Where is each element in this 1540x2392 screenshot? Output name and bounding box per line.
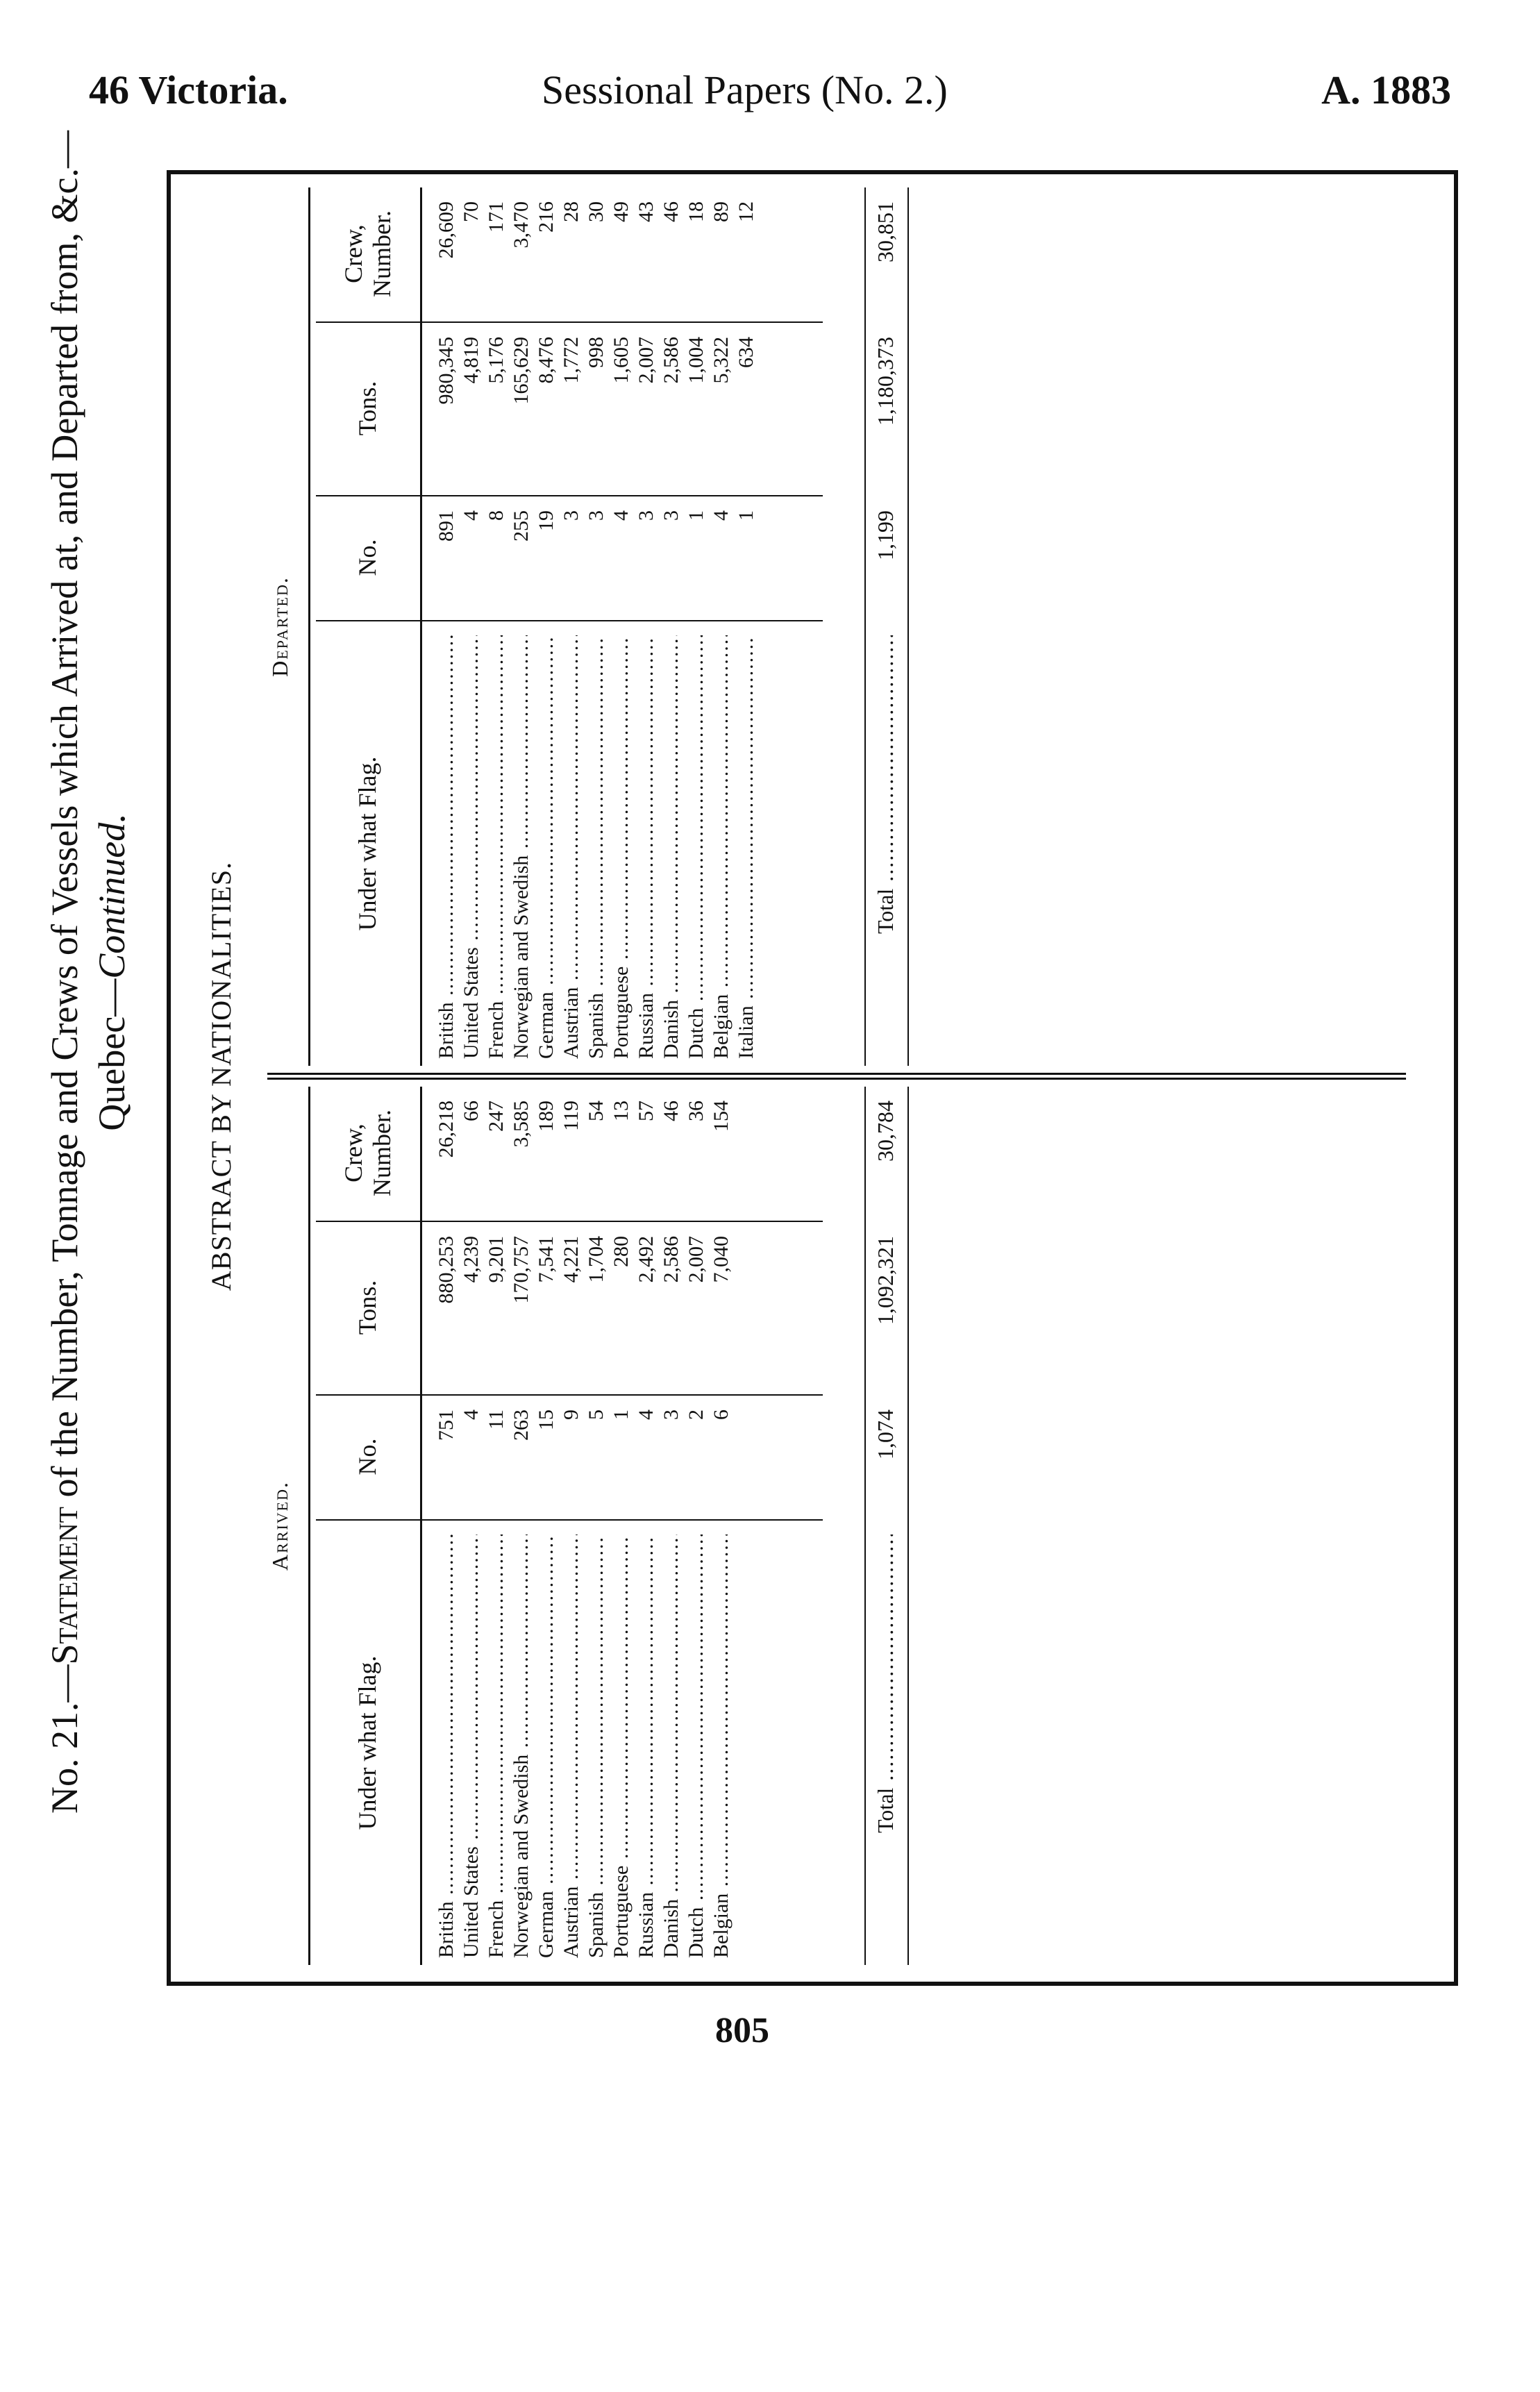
table-row <box>659 1087 684 1965</box>
row-no: 3 <box>660 1410 683 1420</box>
row-crew: 46 <box>660 1101 683 1121</box>
row-flag: Norwegian and Swedish ..... <box>509 635 534 1059</box>
departed-rows <box>434 187 759 1066</box>
running-head-left: 46 Victoria. <box>89 67 288 112</box>
departed-total-row <box>864 187 909 1066</box>
row-flag: Dutch ..... <box>684 1534 709 1958</box>
row-tons: 998 <box>585 337 608 368</box>
table-row <box>734 187 759 1066</box>
table-row <box>584 187 609 1066</box>
row-tons: 634 <box>735 337 758 368</box>
table-row <box>684 1087 709 1965</box>
row-flag: British ..... <box>434 635 459 1059</box>
row-flag: Portuguese ..... <box>609 1534 634 1958</box>
row-crew: 171 <box>485 201 508 233</box>
row-no: 3 <box>560 510 583 521</box>
row-crew: 119 <box>560 1101 583 1131</box>
row-crew: 3,470 <box>510 201 533 249</box>
row-crew: 30 <box>585 201 608 222</box>
row-tons: 170,757 <box>510 1236 533 1304</box>
total-label: Total ..... <box>866 635 905 934</box>
row-flag: Portuguese ..... <box>609 635 634 1059</box>
departed-heading: Departed. <box>267 187 310 1066</box>
row-flag: German ..... <box>534 1534 559 1958</box>
row-tons: 7,541 <box>535 1236 558 1283</box>
row-no: 19 <box>535 510 558 531</box>
running-head-center: Sessional Papers (No. 2.) <box>542 67 948 112</box>
row-tons: 2,586 <box>660 337 683 384</box>
row-no: 11 <box>485 1410 508 1430</box>
total-crew: 30,784 <box>873 1101 898 1162</box>
abstract-table <box>191 187 1441 1965</box>
arrived-total-row <box>864 1087 909 1965</box>
row-tons: 8,476 <box>535 337 558 384</box>
row-no: 4 <box>710 510 733 521</box>
row-crew: 43 <box>635 201 658 222</box>
table-row <box>484 187 509 1066</box>
row-no: 4 <box>610 510 633 521</box>
row-flag: Belgian ..... <box>709 1534 734 1958</box>
row-no: 4 <box>460 1410 483 1420</box>
table-row <box>709 187 734 1066</box>
row-flag: Norwegian and Swedish ..... <box>509 1534 534 1958</box>
row-tons: 1,004 <box>685 337 708 384</box>
departed-section <box>267 187 1406 1066</box>
title-place: Quebec— <box>90 978 133 1131</box>
row-crew: 154 <box>710 1101 733 1132</box>
row-flag: German ..... <box>534 635 559 1059</box>
arrived-section <box>267 1087 1406 1965</box>
row-tons: 9,201 <box>485 1236 508 1283</box>
row-no: 3 <box>660 510 683 521</box>
row-tons: 2,007 <box>635 337 658 384</box>
row-flag: Spanish ..... <box>584 635 609 1059</box>
row-flag: British ..... <box>434 1534 459 1958</box>
table-row <box>684 187 709 1066</box>
row-flag: Danish ..... <box>659 1534 684 1958</box>
page-number: 805 <box>715 2011 769 2050</box>
row-tons: 1,605 <box>610 337 633 384</box>
table-row <box>509 1087 534 1965</box>
arrived-col-crew: Crew, Number. <box>316 1085 420 1222</box>
table-row <box>609 1087 634 1965</box>
row-crew: 36 <box>685 1101 708 1121</box>
row-flag: French ..... <box>484 635 509 1059</box>
total-crew: 30,851 <box>873 201 898 262</box>
departed-col-tons: Tons. <box>316 321 420 496</box>
row-crew: 28 <box>560 201 583 222</box>
table-row <box>634 1087 659 1965</box>
table-row <box>534 1087 559 1965</box>
row-no: 263 <box>510 1410 533 1441</box>
row-crew: 66 <box>460 1101 483 1121</box>
row-crew: 26,609 <box>435 201 458 259</box>
row-flag: United States ..... <box>459 635 484 1059</box>
running-head-right: A. 1883 <box>1321 67 1451 112</box>
table-row <box>584 1087 609 1965</box>
row-flag: Austrian ..... <box>559 1534 584 1958</box>
total-tons: 1,092,321 <box>873 1236 898 1325</box>
row-crew: 216 <box>535 201 558 233</box>
row-tons: 2,586 <box>660 1236 683 1283</box>
row-tons: 280 <box>610 1236 633 1267</box>
row-no: 751 <box>435 1410 458 1441</box>
row-tons: 4,239 <box>460 1236 483 1283</box>
row-tons: 5,322 <box>710 337 733 384</box>
row-no: 15 <box>535 1410 558 1430</box>
row-no: 255 <box>510 510 533 542</box>
departed-col-flag: Under what Flag. <box>353 756 382 931</box>
table-row <box>634 187 659 1066</box>
table-row <box>509 187 534 1066</box>
row-flag: Russian ..... <box>634 635 659 1059</box>
row-flag: Spanish ..... <box>584 1534 609 1958</box>
arrived-col-no: No. <box>316 1394 420 1521</box>
row-no: 8 <box>485 510 508 521</box>
row-tons: 165,629 <box>510 337 533 405</box>
arrived-column-headers <box>316 1087 422 1965</box>
total-tons: 1,180,373 <box>873 337 898 426</box>
row-crew: 12 <box>735 201 758 222</box>
table-row <box>559 1087 584 1965</box>
row-crew: 49 <box>610 201 633 222</box>
row-flag: Austrian ..... <box>559 635 584 1059</box>
table-row <box>484 1087 509 1965</box>
row-no: 6 <box>710 1410 733 1420</box>
row-flag: Italian ..... <box>734 635 759 1059</box>
departed-col-crew: Crew, Number. <box>316 186 420 323</box>
row-no: 4 <box>460 510 483 521</box>
row-crew: 54 <box>585 1101 608 1121</box>
departed-col-no: No. <box>316 495 420 621</box>
row-tons: 1,704 <box>585 1236 608 1283</box>
row-tons: 980,345 <box>435 337 458 405</box>
table-row <box>434 187 459 1066</box>
arrived-heading: Arrived. <box>267 1087 310 1965</box>
row-tons: 880,253 <box>435 1236 458 1304</box>
row-flag: Belgian ..... <box>709 635 734 1059</box>
row-flag: Russian ..... <box>634 1534 659 1958</box>
departed-column-headers <box>316 187 422 1066</box>
table-title: No. 21.—Statement of the Number, Tonnage and Crews of Vessels which Arrived at, and Departed from, &c.— Quebec—Continued. <box>44 130 133 1814</box>
row-tons: 2,492 <box>635 1236 658 1283</box>
table-row <box>559 187 584 1066</box>
table-row <box>534 187 559 1066</box>
section-divider <box>267 1073 1406 1080</box>
row-crew: 89 <box>710 201 733 222</box>
arrived-col-flag: Under what Flag. <box>353 1655 382 1830</box>
row-no: 2 <box>685 1410 708 1420</box>
row-crew: 46 <box>660 201 683 222</box>
row-crew: 189 <box>535 1101 558 1132</box>
table-row <box>659 187 684 1066</box>
row-no: 1 <box>735 510 758 521</box>
row-tons: 2,007 <box>685 1236 708 1283</box>
total-no: 1,074 <box>873 1410 898 1460</box>
table-row <box>709 1087 734 1965</box>
table-row <box>459 187 484 1066</box>
row-flag: United States ..... <box>459 1534 484 1958</box>
row-tons: 7,040 <box>710 1236 733 1283</box>
row-crew: 3,585 <box>510 1101 533 1148</box>
row-no: 1 <box>610 1410 633 1420</box>
row-tons: 5,176 <box>485 337 508 384</box>
title-continued: Continued. <box>90 813 133 979</box>
row-tons: 4,819 <box>460 337 483 384</box>
row-flag: French ..... <box>484 1534 509 1958</box>
row-no: 3 <box>635 510 658 521</box>
row-tons: 1,772 <box>560 337 583 384</box>
total-label: Total ..... <box>866 1534 905 1833</box>
row-tons: 4,221 <box>560 1236 583 1283</box>
arrived-col-tons: Tons. <box>316 1221 420 1396</box>
table-row <box>459 1087 484 1965</box>
title-rest: of the Number, Tonnage and Crews of Vessels which Arrived at, and Departed from, &c.— <box>44 130 85 1507</box>
row-crew: 247 <box>485 1101 508 1132</box>
row-crew: 70 <box>460 201 483 222</box>
table-row <box>609 187 634 1066</box>
row-flag: Danish ..... <box>659 635 684 1059</box>
row-no: 9 <box>560 1410 583 1420</box>
abstract-title: ABSTRACT BY NATIONALITIES. <box>206 861 237 1291</box>
row-crew: 18 <box>685 201 708 222</box>
row-no: 3 <box>585 510 608 521</box>
total-no: 1,199 <box>873 510 898 560</box>
row-flag: Dutch ..... <box>684 635 709 1059</box>
row-no: 891 <box>435 510 458 542</box>
row-no: 4 <box>635 1410 658 1420</box>
row-crew: 57 <box>635 1101 658 1121</box>
row-crew: 13 <box>610 1101 633 1121</box>
title-statement: Statement <box>44 1507 85 1665</box>
row-crew: 26,218 <box>435 1101 458 1158</box>
table-row <box>434 1087 459 1965</box>
row-no: 1 <box>685 510 708 521</box>
arrived-rows <box>434 1087 734 1965</box>
row-no: 5 <box>585 1410 608 1420</box>
title-number: No. 21. <box>44 1702 85 1814</box>
